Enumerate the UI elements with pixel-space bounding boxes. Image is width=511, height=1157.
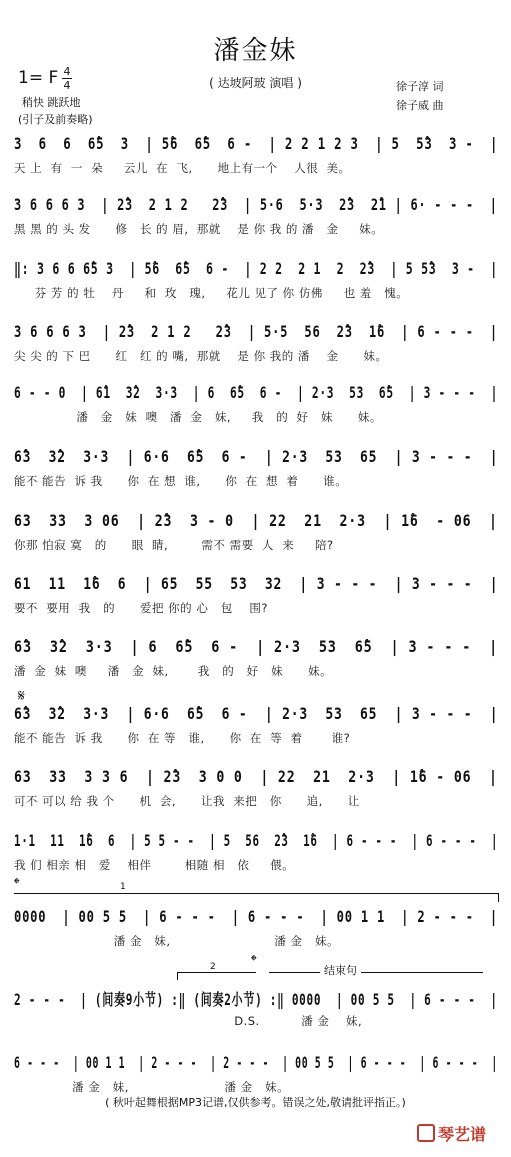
- score-notes: 2 - - - | (间奏9小节) :‖ (间奏2小节) :‖ 0000 | 00 5 5 | 6 - - - |: [14, 990, 498, 1009]
- score-lyrics: 能不 能告 诉 我 你 在 想 谁, 你 在 想 着 谁。: [14, 474, 348, 488]
- ending-label: 结束句: [320, 962, 361, 978]
- score-lyrics: 可不 可以 给 我 个 机 会, 让我 来把 你 追, 让: [14, 794, 360, 808]
- meter-bottom: 4: [63, 79, 71, 92]
- logo-text: 琴艺谱: [438, 1125, 487, 1144]
- coda-sign-2: 𝄌: [251, 951, 257, 970]
- score-notes: 6̂3 3̂2 3·3 | 6·6 6̂5 6 - | 2·3 53 65 | 3 - - - |: [14, 447, 499, 466]
- segno-sign: 𝄋: [18, 686, 25, 705]
- score-lyrics: 潘 金 妹 噢 潘 金 妹, 我 的 好 妹 妹。: [14, 410, 382, 424]
- score-lyrics: 潘 金 妹, 潘 金 妹。: [14, 934, 340, 948]
- score-lyrics: 你那 怕寂 寞 的 眼 睛, 需不 需要 人 来 陪?: [14, 538, 334, 552]
- score-notes: 3 6 6 6 3 | 2̂3 2 1 2 2̂3 | 5·5 56 2̂3 1̂6 | 6 - - - |: [14, 322, 498, 341]
- score-lyrics: 芬 芳 的 牡 丹 和 玫 瑰, 花儿 见了 你 仿佛 也 羞 愧。: [14, 286, 409, 300]
- volta-label-2: 2: [210, 962, 216, 972]
- volta-bracket-1: [14, 893, 499, 902]
- key-signature: 1= F: [18, 68, 59, 88]
- score-lyrics: 潘 金 妹 噢 潘 金 妹, 我 的 好 妹 妹。: [14, 664, 333, 678]
- volta-bracket-2: [177, 972, 256, 980]
- singer-credit: ( 达坡阿玻 演唱 ): [209, 76, 302, 90]
- score-notes: 3 6 6 6 3 | 2̂3 2 1 2 2̂3 | 5·6 5·3 2̂3 2̂1 | 6· - - - |: [14, 195, 498, 214]
- logo-icon: [417, 1124, 435, 1142]
- ending-line: [269, 972, 483, 979]
- meter-top: 4: [63, 65, 71, 78]
- score-lyrics: 潘 金 妹, 潘 金 妹。: [14, 1080, 290, 1094]
- score-notes: 6 - - 0 | 6̂1 3̂2 3·3 | 6 6̂5 6 - | 2·3 53 6̂5 | 3 - - - |: [14, 383, 499, 402]
- score-notes: 6̂3 3̂2 3·3 | 6 6̂5 6 - | 2·3 53 6̂5 | 3 - - - |: [14, 637, 499, 656]
- score-notes: ‖: 3 6 6 6̂5 3 | 5̂6 6̂5 6 - | 2 2 2 1 2 2̂3 | 5 5̂3 3 - |: [14, 259, 498, 278]
- score-notes: 6 - - - | 00 1 1 | 2 - - - | 2 - - - | 00 5 5 | 6 - - - | 6 - - - |: [14, 1053, 498, 1072]
- score-lyrics: 天 上 有 一 朵 云儿 在 飞, 地上有一个 人很 美。: [14, 161, 351, 175]
- score-notes: 63 33 3 06 | 2̂3 3 - 0 | 22 21 2·3 | 1̂6 - 06 |: [14, 511, 498, 530]
- score-notes: 0000 | 00 5 5 | 6 - - - | 6 - - - | 00 1 1 | 2 - - - |: [14, 907, 498, 926]
- site-logo: [417, 1122, 486, 1145]
- intro-note: (引子及前奏略): [18, 113, 93, 126]
- coda-sign: 𝄌: [14, 874, 20, 893]
- score-notes: 63 33 3 3 6 | 2̂3 3 0 0 | 22 21 2·3 | 1̂6 - 06 |: [14, 767, 498, 786]
- score-lyrics: 黑 黑 的 头 发 修 长 的 眉, 那就 是 你 我 的 潘 金 妹。: [14, 222, 384, 236]
- score-lyrics: 我 们 相亲 相 爱 相伴 相随 相 依 偎。: [14, 858, 295, 872]
- score-lyrics: 要不 要用 我 的 爱把 你的 心 包 围?: [14, 601, 269, 615]
- song-title: 潘金妹: [213, 36, 298, 66]
- score-lyrics: 能不 能告 诉 我 你 在 等 谁, 你 在 等 着 谁?: [14, 731, 351, 745]
- volta-label-1: 1: [120, 882, 126, 892]
- lyricist-credit: 徐子淳 词: [396, 80, 444, 93]
- score-lyrics: 尖 尖 的 下 巴 红 红 的 嘴, 那就 是 你 我的 潘 金 妹。: [14, 349, 388, 363]
- score-notes: 3 6 6 6̂5 3 | 5̂6 6̂5 6 - | 2 2 1 2 3 | 5 5̂3 3 - |: [14, 134, 499, 153]
- score-notes: 6̂3 3̂2 3·3 | 6·6 6̂5 6 - | 2·3 53 65 | 3 - - - |: [14, 704, 499, 723]
- footnote: ( 秋叶起舞根据MP3记谱,仅供参考。错误之处,敬请批评指正。): [105, 1096, 406, 1109]
- composer-credit: 徐子威 曲: [396, 99, 444, 112]
- tempo-marking: 稍快 跳跃地: [22, 96, 81, 109]
- score-notes: 1·1 11 1̂6 6 | 5 5 - - | 5 56 2̂3 1̂6 | 6 - - - | 6 - - - |: [14, 831, 499, 850]
- score-notes: 61 11 1̂6 6 | 65 55 53 32 | 3 - - - | 3 - - - |: [14, 574, 499, 593]
- score-lyrics: D.S. 潘 金 妹,: [14, 1014, 363, 1028]
